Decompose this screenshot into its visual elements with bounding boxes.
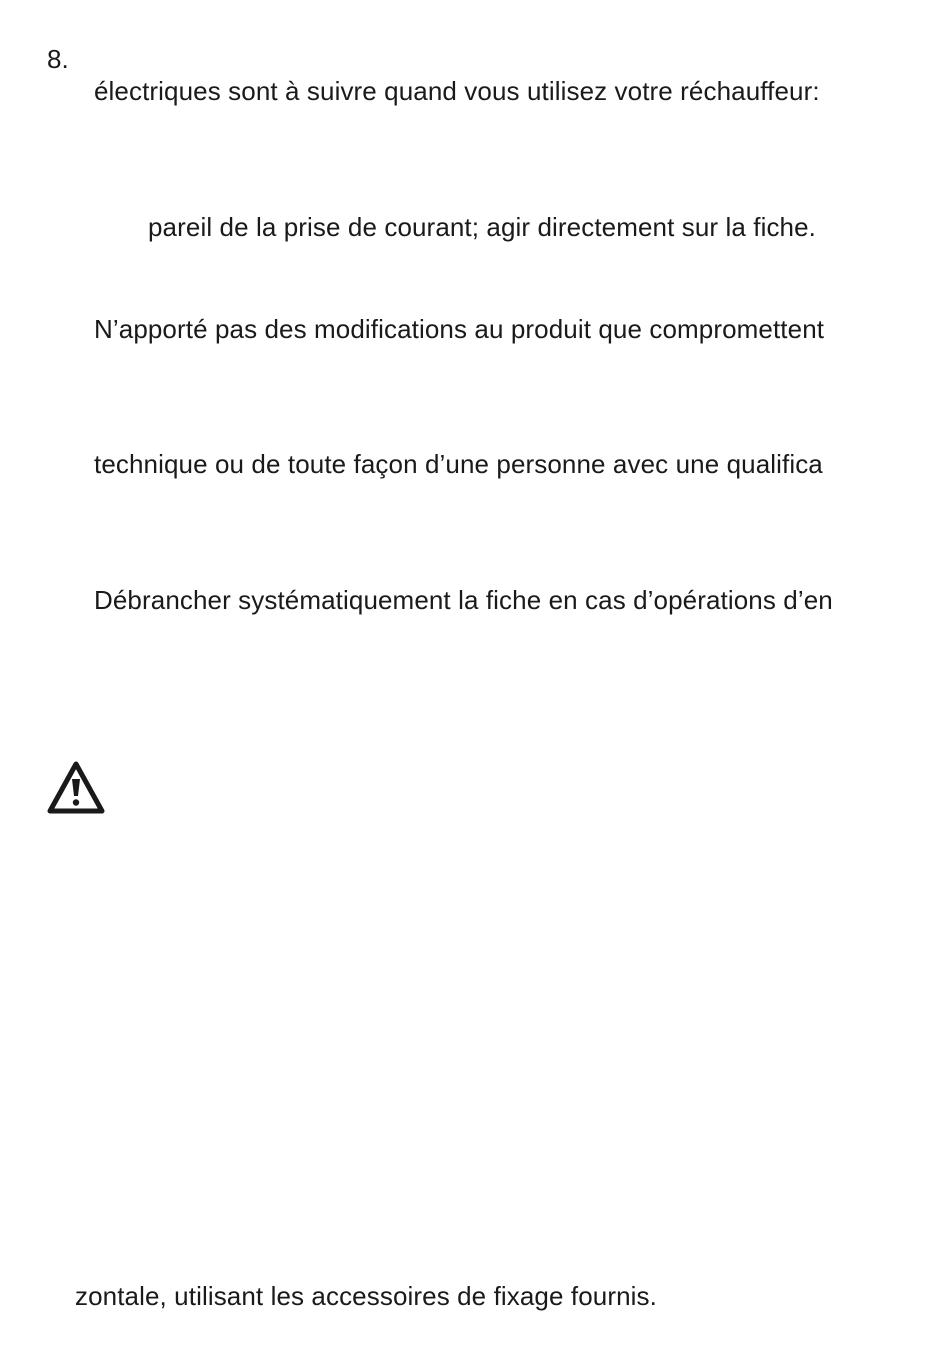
text-line-1: électriques sont à suivre quand vous utilisez votre réchauffeur: [94, 76, 820, 106]
section-number: 8. [47, 44, 69, 74]
text-line-6: zontale, utilisant les accessoires de fixage fournis. [75, 1281, 657, 1311]
text-line-3: N’apporté pas des modifications au produit que compromettent [94, 314, 825, 344]
text-line-4: technique ou de toute façon d’une personne avec une qualifica [94, 449, 823, 479]
text-line-5: Débrancher systématiquement la fiche en cas d’opérations d’en [94, 585, 833, 615]
text-line-2: pareil de la prise de courant; agir directement sur la fiche. [148, 212, 816, 242]
warning-triangle-icon [46, 760, 106, 816]
